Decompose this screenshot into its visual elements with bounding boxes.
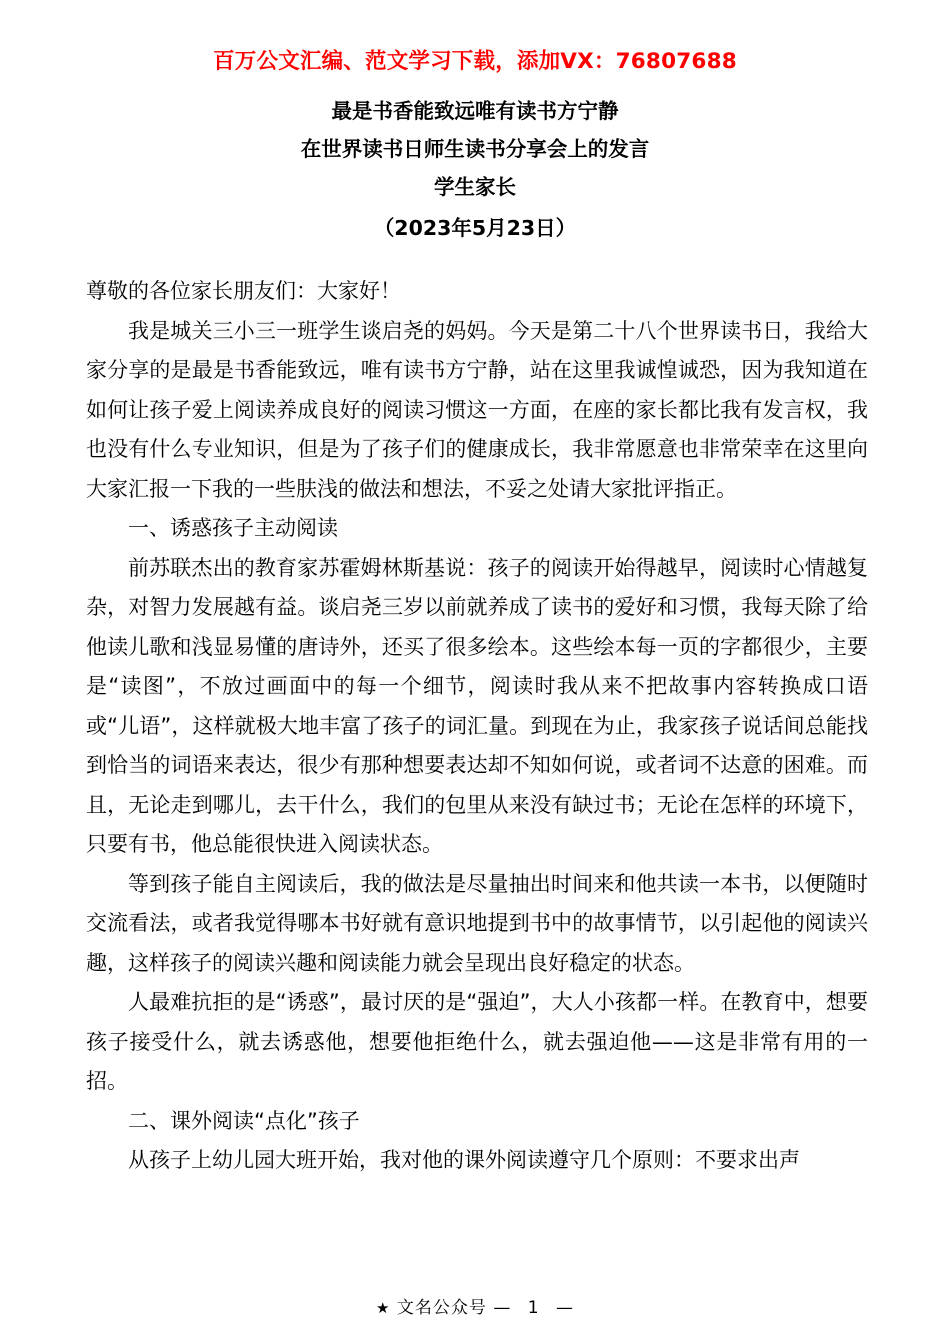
paragraph-heading-one: 一、诱惑孩子主动阅读 [128,516,338,540]
document-title-line-1: 最是书香能致远唯有读书方宁静 [331,99,619,123]
document-body [86,272,868,1181]
paragraph-section-one-body: 前苏联杰出的教育家苏霍姆林斯基说：孩子的阅读开始得越早，阅读时心情越复杂，对智力发展越有益。谈启尧三岁以前就养成了读书的爱好和习惯，我每天除了给他读儿歌和浅显易懂的唐诗外，还买了很多绘本。这些绘本每一页的字都很少，主要是“读图”，不放过画面中的每一个细节，阅读时我从来不把故事内容转换成口语或“儿语”，这样就极大地丰富了孩子的词汇量。到现在为止，我家孩子说话间总能找到恰当的词语来表达，很少有那种想要表达却不知如何说，或者词不达意的困难。而且，无论走到哪儿，去干什么，我们的包里从来没有缺过书；无论在怎样的环境下，只要有书，他总能很快进入阅读状态。 [86,555,868,856]
document-title-line-3: 学生家长 [434,175,516,199]
page-footer [0,1293,950,1318]
document-title-line-2: 在世界读书日师生读书分享会上的发言 [300,137,650,161]
paragraph-salutation: 尊敬的各位家长朋友们：大家好！ [86,279,401,303]
footer-dash-left: — [493,1298,512,1318]
paragraph-intro: 我是城关三小三一班学生谈启尧的妈妈。今天是第二十八个世界读书日，我给大家分享的是最是书香能致远，唯有读书方宁静，站在这里我诚惶诚恐，因为我知道在如何让孩子爱上阅读养成良好的阅读习惯这一方面，在座的家长都比我有发言权，我也没有什么专业知识，但是为了孩子们的健康成长，我非常愿意也非常荣幸在这里向大家汇报一下我的一些肤浅的做法和想法，不妥之处请大家批评指正。 [86,318,868,501]
footer-inner [376,1293,574,1318]
page-number: 1 [527,1298,540,1318]
footer-label: 文名公众号 [396,1298,487,1318]
paragraph-shared-reading: 等到孩子能自主阅读后，我的做法是尽量抽出时间来和他共读一本书，以便随时交流看法，或者我觉得哪本书好就有意识地提到书中的故事情节，以引起他的阅读兴趣，这样孩子的阅读兴趣和阅读能力就会呈现出良好稳定的状态。 [86,871,868,975]
paragraph-temptation: 人最难抗拒的是“诱惑”，最讨厌的是“强迫”，大人小孩都一样。在教育中，想要孩子接受什么，就去诱惑他，想要他拒绝什么，就去强迫他——这是非常有用的一招。 [86,990,868,1093]
paragraph-heading-two: 二、课外阅读“点化”孩子 [128,1108,360,1133]
footer-dash-right: — [555,1298,574,1318]
title-block [0,92,950,250]
star-icon: ★ [376,1299,391,1317]
paragraph-section-two-body: 从孩子上幼儿园大班开始，我对他的课外阅读遵守几个原则：不要求出声 [128,1148,800,1172]
document-date: （2023年5月23日） [373,216,577,240]
promo-banner: 百万公文汇编、范文学习下载，添加VX：76807688 [213,49,737,74]
